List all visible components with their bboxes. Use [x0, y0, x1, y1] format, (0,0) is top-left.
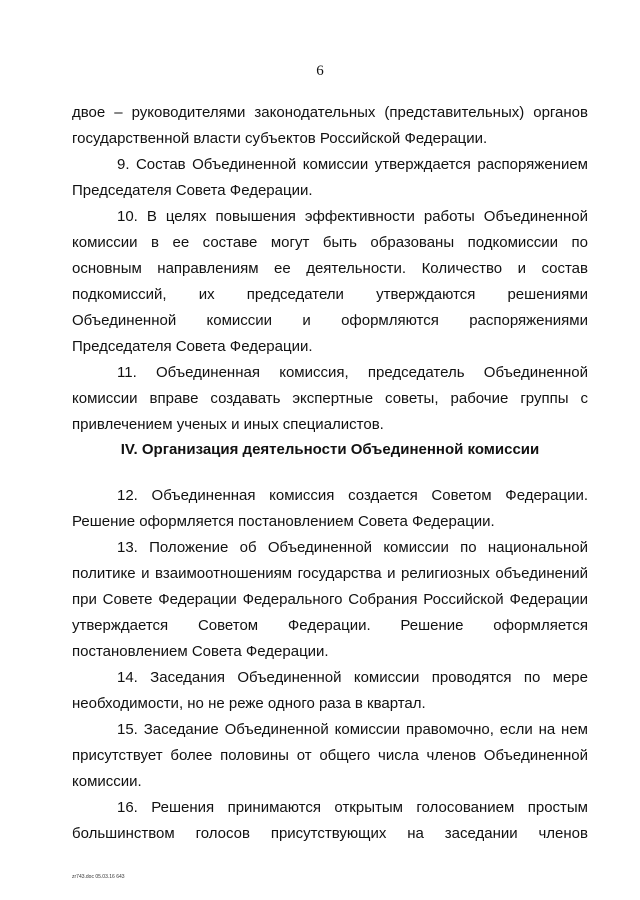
text-line: комиссии вправе создавать экспертные советы, рабочие группы с [72, 390, 588, 407]
text-line: при Совете Федерации Федерального Собрания Российской Федерации [72, 591, 588, 608]
text-line: утверждается Советом Федерации. Решение оформляется [72, 617, 588, 634]
text-line: 10. В целях повышения эффективности работы Объединенной [117, 208, 588, 225]
text-line: государственной власти субъектов Российской Федерации. [72, 130, 488, 147]
text-line: подкомиссий, их председатели утверждаются решениями [72, 286, 588, 303]
text-line: привлечением ученых и иных специалистов. [72, 416, 384, 433]
text-line: комиссии. [72, 773, 142, 790]
text-line: 15. Заседание Объединенной комиссии правомочно, если на нем [117, 721, 588, 738]
text-line: комиссии в ее составе могут быть образованы подкомиссии по [72, 234, 588, 251]
text-line: необходимости, но не реже одного раза в квартал. [72, 695, 426, 712]
text-line: 13. Положение об Объединенной комиссии по национальной [117, 539, 588, 556]
text-line: 14. Заседания Объединенной комиссии проводятся по мере [117, 669, 588, 686]
text-line: 16. Решения принимаются открытым голосованием простым [117, 799, 588, 816]
page-number: 6 [316, 63, 324, 79]
text-line: 12. Объединенная комиссия создается Советом Федерации. [117, 487, 588, 504]
text-line: основным направлениям ее деятельности. Количество и состав [72, 260, 588, 277]
text-line: большинством голосов присутствующих на заседании членов [72, 825, 588, 842]
text-line: Объединенной комиссии и оформляются распоряжениями [72, 312, 588, 329]
text-line: 9. Состав Объединенной комиссии утверждается распоряжением [117, 156, 588, 173]
text-line: присутствует более половины от общего числа членов Объединенной [72, 747, 588, 764]
text-line: постановлением Совета Федерации. [72, 643, 329, 660]
footer-file-info: zr743.doc 05.03.16 643 [72, 874, 125, 880]
text-line: Решение оформляется постановлением Совета Федерации. [72, 513, 495, 530]
text-line: политике и взаимоотношениям государства и религиозных объединений [72, 565, 588, 582]
text-line: двое – руководителями законодательных (представительных) органов [72, 104, 588, 121]
text-line: Председателя Совета Федерации. [72, 182, 313, 199]
text-line: Председателя Совета Федерации. [72, 338, 313, 355]
text-line: 11. Объединенная комиссия, председатель Объединенной [117, 364, 588, 381]
section-heading: IV. Организация деятельности Объединенной комиссии [120, 441, 540, 458]
